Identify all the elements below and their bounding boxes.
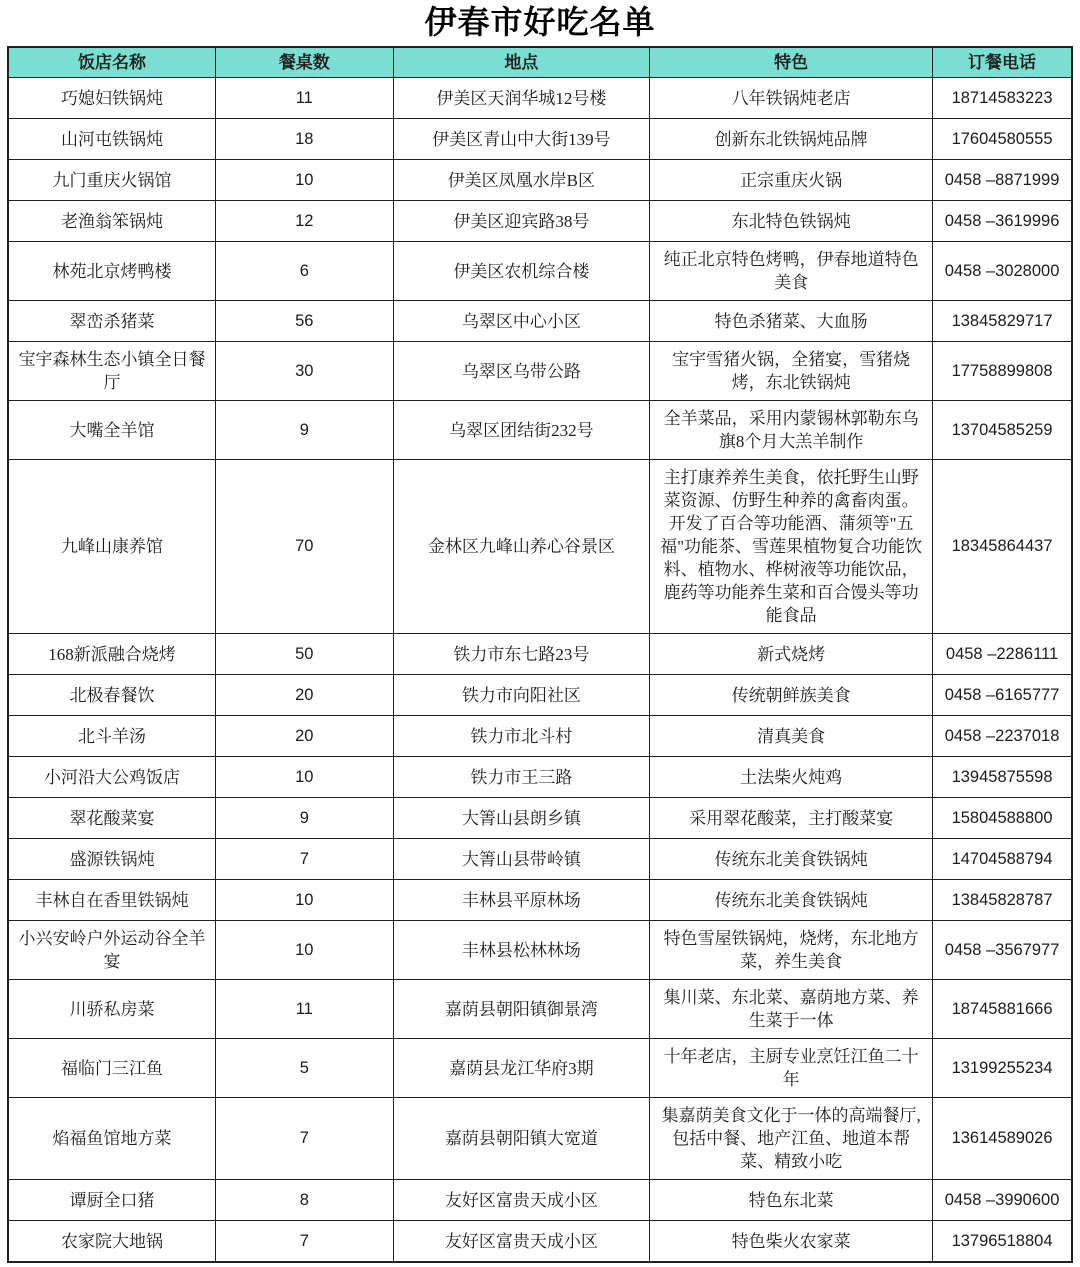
cell-table-count: 50 — [215, 634, 393, 675]
cell-feature: 土法柴火炖鸡 — [650, 757, 933, 798]
cell-feature: 宝宇雪猪火锅，全猪宴，雪猪烧烤，东北铁锅炖 — [650, 342, 933, 401]
col-header-location: 地点 — [393, 47, 649, 78]
cell-location: 铁力市向阳社区 — [393, 675, 649, 716]
cell-phone: 0458 –3990600 — [933, 1180, 1072, 1221]
cell-restaurant-name: 北极春餐饮 — [8, 675, 215, 716]
table-row — [8, 880, 1072, 921]
page-title: 伊春市好吃名单 — [424, 4, 656, 40]
cell-location: 伊美区青山中大街139号 — [393, 119, 649, 160]
cell-phone: 0458 –2286111 — [933, 634, 1072, 675]
table-row — [8, 798, 1072, 839]
table-row — [8, 242, 1072, 301]
cell-location: 丰林县松林林场 — [393, 921, 649, 980]
cell-feature: 纯正北京特色烤鸭，伊春地道特色美食 — [650, 242, 933, 301]
cell-feature: 八年铁锅炖老店 — [650, 78, 933, 119]
cell-feature: 采用翠花酸菜，主打酸菜宴 — [650, 798, 933, 839]
cell-location: 铁力市王三路 — [393, 757, 649, 798]
cell-restaurant-name: 巧媳妇铁锅炖 — [8, 78, 215, 119]
table-row — [8, 675, 1072, 716]
cell-table-count: 7 — [215, 1098, 393, 1180]
cell-location: 大箐山县带岭镇 — [393, 839, 649, 880]
cell-feature: 传统东北美食铁锅炖 — [650, 880, 933, 921]
table-body — [8, 78, 1072, 1263]
cell-location: 乌翠区团结街232号 — [393, 401, 649, 460]
cell-location: 丰林县平原林场 — [393, 880, 649, 921]
cell-table-count: 70 — [215, 460, 393, 634]
cell-feature: 特色雪屋铁锅炖，烧烤，东北地方菜，养生美食 — [650, 921, 933, 980]
table-row — [8, 401, 1072, 460]
cell-table-count: 20 — [215, 675, 393, 716]
cell-feature: 特色柴火农家菜 — [650, 1221, 933, 1263]
table-row — [8, 757, 1072, 798]
cell-location: 金林区九峰山养心谷景区 — [393, 460, 649, 634]
cell-location: 铁力市东七路23号 — [393, 634, 649, 675]
cell-phone: 0458 –3619996 — [933, 201, 1072, 242]
cell-feature: 清真美食 — [650, 716, 933, 757]
table-row — [8, 921, 1072, 980]
cell-phone: 0458 –3028000 — [933, 242, 1072, 301]
cell-phone: 13704585259 — [933, 401, 1072, 460]
cell-table-count: 56 — [215, 301, 393, 342]
cell-feature: 十年老店，主厨专业烹饪江鱼二十年 — [650, 1039, 933, 1098]
cell-restaurant-name: 谭厨全口猪 — [8, 1180, 215, 1221]
table-row — [8, 1098, 1072, 1180]
table-row — [8, 119, 1072, 160]
cell-restaurant-name: 老渔翁笨锅炖 — [8, 201, 215, 242]
cell-table-count: 12 — [215, 201, 393, 242]
cell-phone: 0458 –6165777 — [933, 675, 1072, 716]
table-row — [8, 634, 1072, 675]
cell-location: 乌翠区中心小区 — [393, 301, 649, 342]
header-row — [8, 47, 1072, 78]
cell-restaurant-name: 九峰山康养馆 — [8, 460, 215, 634]
col-header-phone: 订餐电话 — [933, 47, 1072, 78]
cell-phone: 15804588800 — [933, 798, 1072, 839]
cell-restaurant-name: 翠花酸菜宴 — [8, 798, 215, 839]
cell-location: 伊美区农机综合楼 — [393, 242, 649, 301]
cell-feature: 全羊菜品，采用内蒙锡林郭勒东乌旗8个月大羔羊制作 — [650, 401, 933, 460]
cell-location: 嘉荫县龙江华府3期 — [393, 1039, 649, 1098]
cell-restaurant-name: 168新派融合烧烤 — [8, 634, 215, 675]
table-row — [8, 1039, 1072, 1098]
cell-feature: 主打康养养生美食，依托野生山野菜资源、仿野生种养的禽畜肉蛋。开发了百合等功能酒、蒲须等"五福"功能茶、雪莲果植物复合功能饮料、植物水、桦树液等功能饮品，鹿药等功能养生菜和百合馒头等功能食品 — [650, 460, 933, 634]
cell-restaurant-name: 川骄私房菜 — [8, 980, 215, 1039]
cell-phone: 18345864437 — [933, 460, 1072, 634]
cell-phone: 17604580555 — [933, 119, 1072, 160]
cell-location: 大箐山县朗乡镇 — [393, 798, 649, 839]
cell-phone: 14704588794 — [933, 839, 1072, 880]
cell-restaurant-name: 林苑北京烤鸭楼 — [8, 242, 215, 301]
cell-feature: 正宗重庆火锅 — [650, 160, 933, 201]
cell-location: 伊美区凤凰水岸B区 — [393, 160, 649, 201]
cell-feature: 传统朝鲜族美食 — [650, 675, 933, 716]
cell-feature: 传统东北美食铁锅炖 — [650, 839, 933, 880]
table-row — [8, 201, 1072, 242]
cell-location: 嘉荫县朝阳镇御景湾 — [393, 980, 649, 1039]
cell-restaurant-name: 九门重庆火锅馆 — [8, 160, 215, 201]
cell-table-count: 11 — [215, 980, 393, 1039]
cell-table-count: 6 — [215, 242, 393, 301]
restaurant-table — [7, 46, 1073, 1263]
table-row — [8, 460, 1072, 634]
cell-phone: 13199255234 — [933, 1039, 1072, 1098]
cell-phone: 13945875598 — [933, 757, 1072, 798]
cell-phone: 0458 –2237018 — [933, 716, 1072, 757]
col-header-table-count: 餐桌数 — [215, 47, 393, 78]
table-row — [8, 342, 1072, 401]
table-row — [8, 980, 1072, 1039]
table-row — [8, 78, 1072, 119]
cell-table-count: 8 — [215, 1180, 393, 1221]
cell-restaurant-name: 焰福鱼馆地方菜 — [8, 1098, 215, 1180]
cell-location: 友好区富贵天成小区 — [393, 1221, 649, 1263]
cell-location: 铁力市北斗村 — [393, 716, 649, 757]
cell-feature: 新式烧烤 — [650, 634, 933, 675]
cell-phone: 13614589026 — [933, 1098, 1072, 1180]
cell-feature: 东北特色铁锅炖 — [650, 201, 933, 242]
cell-restaurant-name: 福临门三江鱼 — [8, 1039, 215, 1098]
cell-table-count: 11 — [215, 78, 393, 119]
cell-location: 伊美区迎宾路38号 — [393, 201, 649, 242]
col-header-feature: 特色 — [650, 47, 933, 78]
cell-restaurant-name: 翠峦杀猪菜 — [8, 301, 215, 342]
cell-phone: 13845829717 — [933, 301, 1072, 342]
cell-table-count: 18 — [215, 119, 393, 160]
cell-table-count: 7 — [215, 1221, 393, 1263]
cell-location: 伊美区天润华城12号楼 — [393, 78, 649, 119]
cell-restaurant-name: 农家院大地锅 — [8, 1221, 215, 1263]
cell-table-count: 9 — [215, 798, 393, 839]
cell-restaurant-name: 山河屯铁锅炖 — [8, 119, 215, 160]
cell-feature: 特色杀猪菜、大血肠 — [650, 301, 933, 342]
cell-restaurant-name: 小河沿大公鸡饭店 — [8, 757, 215, 798]
cell-phone: 18714583223 — [933, 78, 1072, 119]
cell-phone: 18745881666 — [933, 980, 1072, 1039]
cell-table-count: 10 — [215, 921, 393, 980]
cell-feature: 创新东北铁锅炖品牌 — [650, 119, 933, 160]
cell-phone: 0458 –8871999 — [933, 160, 1072, 201]
cell-table-count: 20 — [215, 716, 393, 757]
cell-location: 乌翠区乌带公路 — [393, 342, 649, 401]
cell-restaurant-name: 盛源铁锅炖 — [8, 839, 215, 880]
cell-feature: 集嘉荫美食文化于一体的高端餐厅,包括中餐、地产江鱼、地道本帮菜、精致小吃 — [650, 1098, 933, 1180]
cell-location: 嘉荫县朝阳镇大宽道 — [393, 1098, 649, 1180]
cell-location: 友好区富贵天成小区 — [393, 1180, 649, 1221]
table-row — [8, 716, 1072, 757]
cell-phone: 13796518804 — [933, 1221, 1072, 1263]
cell-table-count: 7 — [215, 839, 393, 880]
cell-restaurant-name: 小兴安岭户外运动谷全羊宴 — [8, 921, 215, 980]
cell-restaurant-name: 大嘴全羊馆 — [8, 401, 215, 460]
cell-restaurant-name: 北斗羊汤 — [8, 716, 215, 757]
cell-restaurant-name: 宝宇森林生态小镇全日餐厅 — [8, 342, 215, 401]
cell-feature: 特色东北菜 — [650, 1180, 933, 1221]
cell-table-count: 10 — [215, 160, 393, 201]
table-row — [8, 839, 1072, 880]
cell-phone: 0458 –3567977 — [933, 921, 1072, 980]
cell-table-count: 9 — [215, 401, 393, 460]
cell-table-count: 10 — [215, 757, 393, 798]
cell-phone: 17758899808 — [933, 342, 1072, 401]
table-row — [8, 1221, 1072, 1263]
cell-restaurant-name: 丰林自在香里铁锅炖 — [8, 880, 215, 921]
cell-table-count: 10 — [215, 880, 393, 921]
col-header-restaurant-name: 饭店名称 — [8, 47, 215, 78]
cell-phone: 13845828787 — [933, 880, 1072, 921]
cell-table-count: 5 — [215, 1039, 393, 1098]
cell-table-count: 30 — [215, 342, 393, 401]
table-row — [8, 160, 1072, 201]
table-row — [8, 301, 1072, 342]
cell-feature: 集川菜、东北菜、嘉荫地方菜、养生菜于一体 — [650, 980, 933, 1039]
table-row — [8, 1180, 1072, 1221]
